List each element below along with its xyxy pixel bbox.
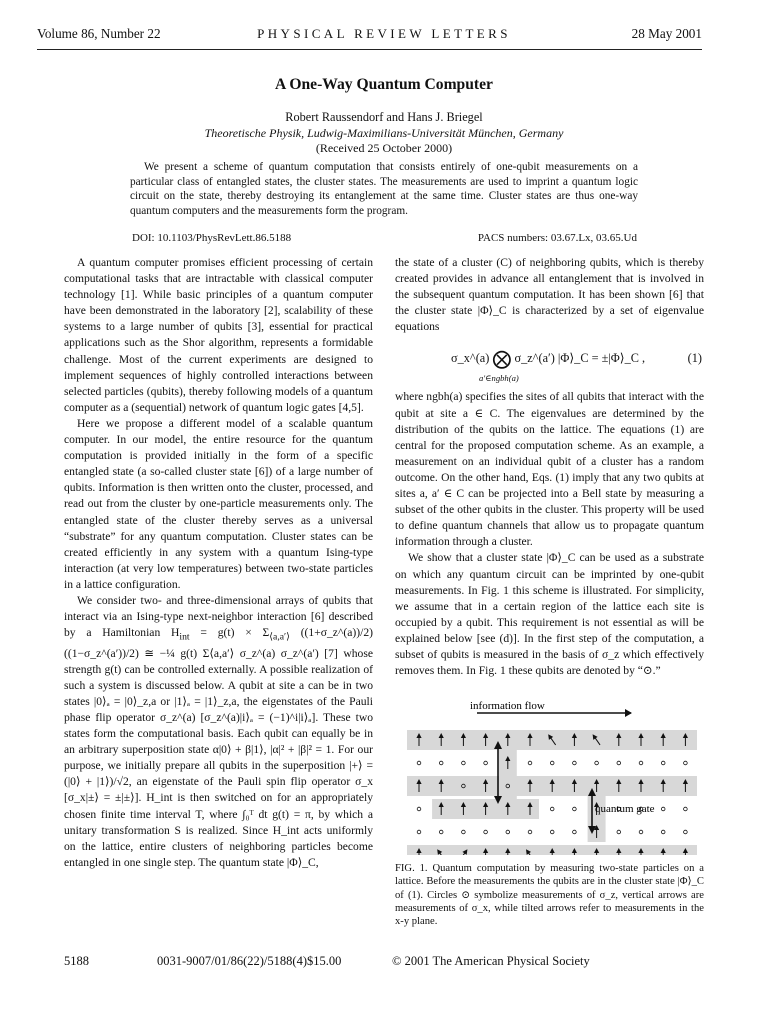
header-rule bbox=[37, 49, 702, 50]
doi: DOI: 10.1103/PhysRevLett.86.5188 bbox=[132, 232, 292, 244]
quantum-gate-label: quantum gate bbox=[595, 803, 655, 815]
pacs-numbers: PACS numbers: 03.67.Lx, 03.65.Ud bbox=[477, 232, 637, 244]
received-date: (Received 25 October 2000) bbox=[315, 141, 453, 155]
left-paragraph-3 bbox=[64, 593, 373, 871]
left-p3-text-a: We consider two- and three-dimensional arrays of qubits that interact via an Ising-type next-neighbor interaction [6] described by a Hamiltonian H bbox=[64, 593, 373, 640]
sigma-z-measurement bbox=[661, 761, 665, 765]
left-paragraph-1: A quantum computer promises efficient processing of certain computational tasks that are intractable with classical computer technology [1]. While basic principles of a quantum computer have been demonstrated in the laboratory [2], scalability of these systems to a large number of qubits [3], essential for practical applications such as the Shor algorithm, represents a formidable challenge. Most of the current experiments are designed to implement sequences of highly controlled interactions between selected particles (qubits), thereby following models of a quantum computer as a (sequential) network of quantum logic gates [4,5]. bbox=[64, 256, 373, 414]
paper-title: A One-Way Quantum Computer bbox=[275, 76, 493, 93]
right-paragraph-3: We show that a cluster state |Φ⟩_C can be used as a substrate on which any quantum circuit can be imprinted by one-qubit measurements. In Fig. 1 this scheme is illustrated. For simplicity, we assume that in a certain region of the lattice each site is occupied by a qubit. This requirement is not essential as will be explained below [see (d)]. In the first step of the computation, a subset of qubits is measured in the basis of σ_z which effectively removes them. In Fig. 1 these qubits are denoted by “⊙.” bbox=[395, 551, 704, 678]
figure-1 bbox=[395, 697, 704, 855]
equation-body bbox=[451, 349, 646, 371]
sigma-z-measurement bbox=[639, 830, 643, 834]
left-p3-text-b: = g(t) × Σ bbox=[189, 626, 270, 640]
sigma-z-measurement bbox=[417, 761, 421, 765]
page-number: 5188 bbox=[64, 954, 89, 968]
right-column bbox=[395, 255, 704, 679]
sigma-z-measurement bbox=[573, 761, 577, 765]
sigma-z-measurement bbox=[684, 830, 688, 834]
sigma-z-measurement bbox=[439, 830, 443, 834]
entangled-paths bbox=[407, 730, 697, 855]
sigma-z-measurement bbox=[528, 761, 532, 765]
sigma-z-measurement bbox=[573, 830, 577, 834]
left-column bbox=[64, 255, 373, 871]
left-p3-sub-int: int bbox=[179, 631, 190, 643]
sigma-z-measurement bbox=[462, 830, 466, 834]
affiliation: Theoretische Physik, Ludwig-Maximilians-Universität München, Germany bbox=[204, 126, 564, 140]
article-code: 0031-9007/01/86(22)/5188(4)$15.00 bbox=[157, 954, 342, 968]
header-date: 28 May 2001 bbox=[631, 26, 702, 41]
sigma-z-measurement bbox=[684, 761, 688, 765]
left-p3-sum-sub: ⟨a,a′⟩ bbox=[269, 631, 290, 643]
sigma-z-measurement bbox=[661, 830, 665, 834]
right-paragraph-1: the state of a cluster (C) of neighboring qubits, which is thereby created provides in advance all entanglement that is involved in the subsequent quantum computation. It has been shown [6] that the cluster state |Φ⟩_C is characterized by a set of eigenvalue equations bbox=[395, 256, 704, 334]
sigma-z-measurement bbox=[617, 761, 621, 765]
sigma-z-measurement bbox=[462, 761, 466, 765]
left-paragraph-2: Here we propose a different model of a scalable quantum computer. In our model, the entire resource for the quantum computation is provided initially in the form of a specific entangled state (a so-called cluster state [6]) of a large number of qubits. Information is then written onto the cluster, processed, and read out from the cluster by one-particle measurements only. The entangled state of the cluster thereby serves as a universal “substrate” for any quantum computation. Cluster states can be created efficiently in any system with a quantum Ising-type interaction (at very low temperatures) between two-state particles in a lattice configuration. bbox=[64, 416, 373, 591]
information-flow-label: information flow bbox=[470, 700, 545, 712]
equation-1 bbox=[395, 342, 704, 382]
sigma-z-measurement bbox=[484, 830, 488, 834]
sigma-z-measurement bbox=[573, 807, 577, 811]
sigma-z-measurement bbox=[617, 830, 621, 834]
equation-number: (1) bbox=[687, 351, 702, 366]
sigma-z-measurement bbox=[661, 807, 665, 811]
authors: Robert Raussendorf and Hans J. Briegel bbox=[285, 110, 483, 124]
header-journal: PHYSICAL REVIEW LETTERS bbox=[257, 26, 511, 41]
eq-lhs: σ_x^(a) bbox=[451, 351, 490, 366]
cluster-lattice-diagram bbox=[395, 697, 704, 855]
sigma-z-measurement bbox=[417, 830, 421, 834]
sigma-z-measurement bbox=[550, 807, 554, 811]
sigma-z-measurement bbox=[484, 761, 488, 765]
sigma-z-measurement bbox=[506, 830, 510, 834]
copyright: © 2001 The American Physical Society bbox=[392, 954, 590, 968]
sigma-z-measurement bbox=[550, 761, 554, 765]
eq-subscript: a′∈ngbh(a) bbox=[479, 373, 519, 384]
sigma-z-measurement bbox=[550, 830, 554, 834]
eq-rhs: σ_z^(a′) |Φ⟩_C = ±|Φ⟩_C , bbox=[514, 351, 646, 366]
figure-caption: FIG. 1. Quantum computation by measuring two-state particles on a lattice. Before the measurements the qubits are in the cluster state |Φ⟩_C of (1). Circles ⊙ symbolize measurements of σ_z, vertical arrows are measurements of σ_x, while tilted arrows refer to measurements in the x-y plane. bbox=[395, 863, 704, 928]
abstract: We present a scheme of quantum computation that consists entirely of one-qubit measurements on a particular class of entangled states, the cluster states. The measurements are used to imprint a quantum logic circuit on the state, thereby destroying its entanglement at the same time. Cluster states are thus one-way quantum computers and the measurements form the program. bbox=[130, 161, 638, 217]
sigma-z-measurement bbox=[417, 807, 421, 811]
left-p3-text-c: ((1+σ_z^(a))/2)((1−σ_z^(a′))/2) ≅ −¼ g(t) Σ⟨a,a′⟩ σ_z^(a) σ_z^(a′) [7] whose strength g(t) can be controlled externally. A possible realization of such a system is discussed below. A qubit at site a can be in two states |0⟩ₐ = |0⟩_z,a or |1⟩ₐ = |1⟩_z,a, the eigenstates of the Pauli phase flip operator σ_z^(a) [σ_z^(a)|i⟩ₐ = (−1)^i|i⟩ₐ]. These two states form the computational basis. Each qubit can equally be in an arbitrary superposition state α|0⟩ + β|1⟩, |α|² + |β|² = 1. For our purpose, we initially prepare all qubits in the superposition |+⟩ = (|0⟩ + |1⟩)/√2, an eigenstate of the Pauli spin flip operator σ_x [σ_x|±⟩ = ±|±⟩]. H_int is then switched on for an appropriately chosen finite time interval T, where ∫₀ᵀ dt g(t) = π, by which a unitary transformation S is realized. Since H_int acts uniformly on the lattice, entire clusters of neighboring particles become entangled in one single step. The quantum state |Φ⟩_C, bbox=[64, 626, 373, 869]
sigma-z-measurement bbox=[639, 761, 643, 765]
sigma-z-measurement bbox=[528, 830, 532, 834]
otimes-symbol: ⨂ bbox=[492, 349, 512, 371]
sigma-z-measurement bbox=[595, 761, 599, 765]
sigma-z-measurement bbox=[439, 761, 443, 765]
header-volume: Volume 86, Number 22 bbox=[37, 26, 161, 41]
right-paragraph-2: where ngbh(a) specifies the sites of all qubits that interact with the qubit at site a ∈ C. The eigenvalues are determined by the distribution of the qubits on the lattice. The equations (1) are central for the proposed computation scheme. As an example, a measurement on an individual qubit of a cluster has a random outcome. On the other hand, Eqs. (1) imply that any two qubits at sites a, a′ ∈ C can be projected into a Bell state by measuring a subset of the other qubits in the cluster. This property will be used to define quantum channels that allow us to propagate quantum information through a cluster. bbox=[395, 390, 704, 549]
sigma-z-measurement bbox=[684, 807, 688, 811]
